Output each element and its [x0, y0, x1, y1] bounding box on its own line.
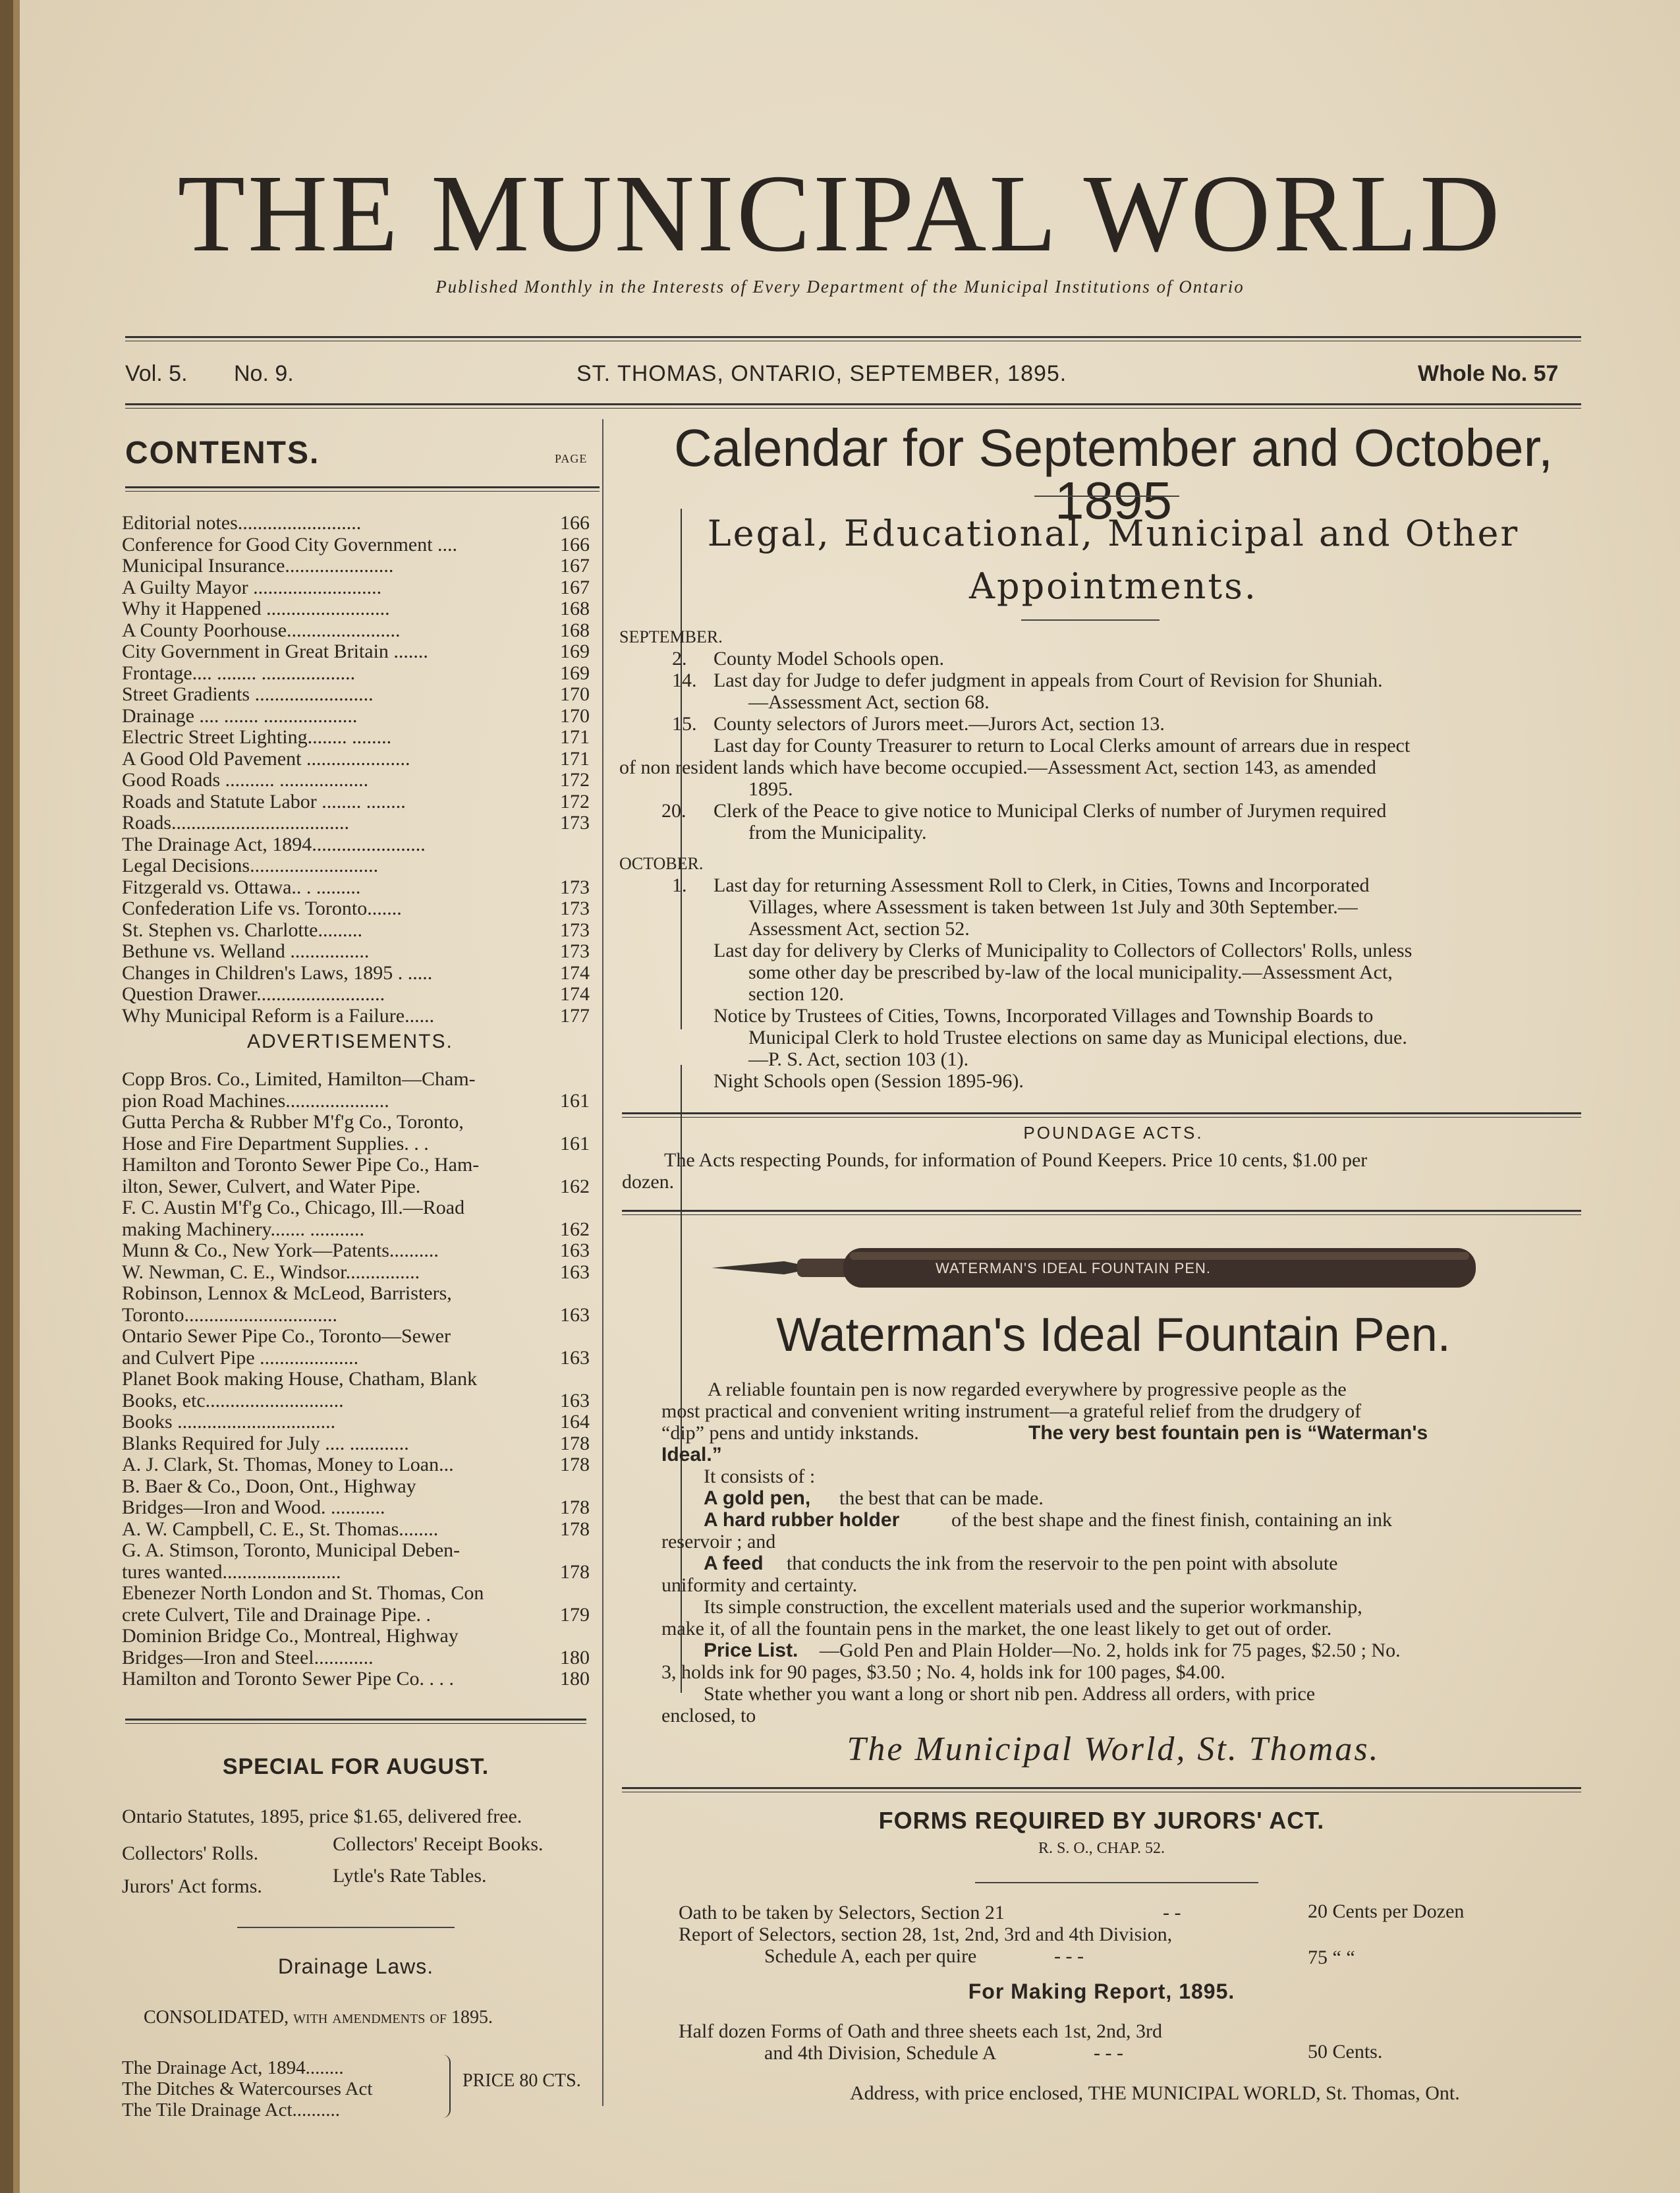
contents-item-title: A Guilty Mayor ..........................: [122, 576, 382, 598]
contents-item-page: 173: [560, 876, 590, 898]
waterman-feed-bold: A feed: [704, 1552, 764, 1574]
contents-item-page: 168: [560, 598, 590, 619]
binding-edge-inner: [13, 0, 20, 2193]
contents-item: [122, 984, 596, 1005]
contents-item-page: 169: [560, 662, 590, 684]
advertisement-line: [122, 1476, 596, 1497]
jurors-half-price: 50 Cents.: [1308, 2041, 1383, 2063]
advertisement-page: 162: [560, 1175, 590, 1197]
advertisement-page: 163: [560, 1389, 590, 1411]
contents-item: [122, 706, 596, 727]
advertisement-page: 163: [560, 1346, 590, 1369]
advertisements-list: [122, 1069, 596, 1695]
advertisement-text: Toronto...............................: [122, 1303, 338, 1326]
waterman-end-rule: [622, 1787, 1581, 1792]
advertisement-line: [122, 1605, 596, 1626]
advertisement-line: [122, 1348, 596, 1369]
waterman-holder-bold: A hard rubber holder: [704, 1509, 900, 1531]
oct-cont1-1: Villages, where Assessment is taken between 1st July and 30th September.—: [748, 896, 1358, 918]
contents-item: [122, 641, 596, 662]
advertisement-text: Bridges—Iron and Steel............: [122, 1646, 374, 1668]
contents-item-title: Why it Happened .........................: [122, 598, 390, 619]
header-rule-bottom: [125, 403, 1581, 409]
contents-item-page: 171: [560, 726, 590, 748]
advertisement-page: 163: [560, 1261, 590, 1283]
contents-item-title: Editorial notes.........................: [122, 512, 362, 534]
contents-item: [122, 534, 596, 555]
contents-list: [122, 513, 596, 1040]
contents-item-title: Confederation Life vs. Toronto.......: [122, 897, 402, 919]
contents-item-title: Fitzgerald vs. Ottawa.. . .........: [122, 876, 361, 898]
issue-number: No. 9.: [234, 361, 294, 386]
sep-cont-2: —Assessment Act, section 68.: [748, 691, 990, 713]
fountain-pen-illustration: [712, 1239, 1476, 1292]
poundage-end-rule: [622, 1210, 1581, 1215]
contents-item-page: 167: [560, 555, 590, 577]
contents-item: [122, 920, 596, 941]
contents-item-title: Bethune vs. Welland ................: [122, 940, 370, 962]
advertisement-text: Dominion Bridge Co., Montreal, Highway: [122, 1625, 459, 1647]
advertisement-line: [122, 1519, 596, 1540]
contents-item-title: City Government in Great Britain .......: [122, 641, 428, 662]
advertisement-text: F. C. Austin M'f'g Co., Chicago, Ill.—Road: [122, 1197, 465, 1218]
contents-item: [122, 1006, 596, 1027]
jurors-title: FORMS REQUIRED BY JURORS' ACT.: [878, 1807, 1325, 1834]
jurors-oath-price: 20 Cents per Dozen: [1308, 1900, 1465, 1922]
waterman-gold-bold: A gold pen,: [704, 1487, 811, 1509]
advertisement-page: 180: [560, 1646, 590, 1668]
advertisement-line: [122, 1626, 596, 1647]
waterman-feed-text: that conducts the ink from the reservoir to the pen point with absolute: [787, 1552, 1338, 1574]
drainage-act-3: The Tile Drainage Act..........: [122, 2099, 341, 2121]
special-rule: [237, 1927, 455, 1928]
calendar-subtitle-1: Legal, Educational, Municipal and Other: [707, 513, 1520, 554]
calendar-subtitle-2: Appointments.: [969, 565, 1258, 607]
advertisement-page: 162: [560, 1218, 590, 1240]
calendar-rule: [1034, 496, 1179, 497]
contents-item-page: 166: [560, 533, 590, 555]
advertisement-line: [122, 1369, 596, 1390]
drainage-act-1: The Drainage Act, 1894........: [122, 2057, 344, 2078]
contents-item-page: 173: [560, 897, 590, 919]
contents-item-page: 171: [560, 747, 590, 770]
poundage-line-2: dozen.: [622, 1171, 675, 1193]
advertisement-text: Gutta Percha & Rubber M'f'g Co., Toronto,: [122, 1111, 464, 1133]
oct-text-2: Last day for delivery by Clerks of Municipality to Collectors of Collectors' Rolls, unless: [714, 940, 1413, 961]
advertisement-line: [122, 1262, 596, 1283]
pen-highlight: [850, 1252, 1469, 1260]
contents-title: CONTENTS.: [125, 436, 320, 470]
contents-item: [122, 812, 596, 834]
waterman-state-2: enclosed, to: [661, 1705, 756, 1726]
waterman-p1-ideal: Ideal.”: [661, 1444, 722, 1466]
contents-item-title: Legal Decisions..........................: [122, 855, 379, 876]
contents-item: [122, 941, 596, 962]
contents-rule: [125, 486, 600, 492]
oct-text-3: Notice by Trustees of Cities, Towns, Incorporated Villages and Township Boards to: [714, 1005, 1374, 1027]
calendar-title: Calendar for September and October, 1895: [673, 418, 1554, 530]
contents-item-page: 167: [560, 576, 590, 598]
advertisement-line: [122, 1647, 596, 1668]
oct-cont2-3: —P. S. Act, section 103 (1).: [748, 1048, 969, 1070]
advertisement-page: 178: [560, 1496, 590, 1518]
poundage-title: POUNDAGE ACTS.: [1023, 1123, 1204, 1143]
advertisement-text: Hose and Fire Department Supplies. . .: [122, 1132, 429, 1154]
advertisement-text: Robinson, Lennox & McLeod, Barristers,: [122, 1282, 452, 1304]
sep-full-4: of non resident lands which have become occupied.—Assessment Act, section 143, as amended: [619, 756, 1376, 778]
waterman-price-bold: Price List.: [704, 1639, 798, 1661]
contents-item: [122, 963, 596, 984]
advertisement-line: [122, 1411, 596, 1433]
contents-item-page: 174: [560, 983, 590, 1005]
contents-item: [122, 513, 596, 534]
drainage-act-2: The Ditches & Watercourses Act: [122, 2078, 373, 2099]
advertisement-page: 180: [560, 1668, 590, 1690]
advertisement-text: Hamilton and Toronto Sewer Pipe Co., Ham-: [122, 1154, 480, 1176]
advertisement-page: 178: [560, 1432, 590, 1454]
advertisement-text: G. A. Stimson, Toronto, Municipal Deben-: [122, 1539, 461, 1561]
contents-item-title: Municipal Insurance......................: [122, 555, 394, 577]
advertisement-line: [122, 1154, 596, 1176]
contents-item: [122, 684, 596, 705]
advertisement-text: making Machinery....... ...........: [122, 1218, 364, 1240]
jurors-address-b: THE MUNICIPAL WORLD,: [1088, 2082, 1321, 2104]
advertisement-line: [122, 1112, 596, 1133]
jurors-half-2: and 4th Division, Schedule A: [764, 2042, 997, 2064]
advertisement-text: ilton, Sewer, Culvert, and Water Pipe.: [122, 1175, 421, 1197]
jurors-oath-dash: - -: [1163, 1902, 1181, 1923]
advertisement-text: Bridges—Iron and Wood. ...........: [122, 1496, 385, 1518]
calendar-end-rule: [622, 1112, 1581, 1118]
advertisement-page: 178: [560, 1518, 590, 1540]
drainage-title: Drainage Laws.: [277, 1954, 434, 1978]
waterman-title: Waterman's Ideal Fountain Pen.: [776, 1309, 1451, 1361]
contents-item-page: 166: [560, 512, 590, 534]
jurors-making-report: For Making Report, 1895.: [968, 1979, 1235, 2003]
contents-item-page: 173: [560, 919, 590, 941]
waterman-p1-best: The very best fountain pen is “Waterman's: [1028, 1422, 1428, 1444]
advertisement-page: 178: [560, 1454, 590, 1475]
advertisement-text: Blanks Required for July .... ............: [122, 1432, 409, 1454]
contents-item: [122, 855, 596, 876]
contents-item-page: 170: [560, 704, 590, 727]
jurors-report-1: Report of Selectors, section 28, 1st, 2nd, 3rd and 4th Division,: [679, 1923, 1173, 1945]
advertisement-text: Books ................................: [122, 1411, 336, 1433]
contents-item-title: A Good Old Pavement .....................: [122, 747, 410, 770]
pen-nib: [712, 1261, 804, 1274]
oct-num-1: 1.: [672, 874, 687, 896]
sep-num-1: 2.: [672, 648, 687, 669]
waterman-body: [661, 1379, 1584, 1726]
advertisement-text: Hamilton and Toronto Sewer Pipe Co. . . .: [122, 1668, 454, 1690]
contents-item-page: 173: [560, 940, 590, 962]
contents-item-title: Street Gradients ........................: [122, 683, 374, 705]
advertisement-text: A. W. Campbell, C. E., St. Thomas........: [122, 1518, 439, 1540]
binding-edge: [0, 0, 13, 2193]
contents-item-page: 177: [560, 1004, 590, 1027]
advertisement-text: Copp Bros. Co., Limited, Hamilton—Cham-: [122, 1068, 476, 1090]
sep-text-3: County selectors of Jurors meet.—Jurors Act, section 13.: [714, 713, 1165, 735]
advertisement-line: [122, 1326, 596, 1347]
jurors-address-c: St. Thomas, Ont.: [1326, 2082, 1460, 2104]
advertisement-line: [122, 1069, 596, 1090]
waterman-signature: The Municipal World, St. Thomas.: [847, 1730, 1380, 1768]
volume: Vol. 5.: [125, 361, 188, 386]
special-title: SPECIAL FOR AUGUST.: [222, 1754, 490, 1779]
special-jurors-forms: Jurors' Act forms.: [122, 1875, 262, 1897]
oct-cont2-2: section 120.: [748, 983, 844, 1005]
sep-text-5: Clerk of the Peace to give notice to Municipal Clerks of number of Jurymen required: [714, 800, 1387, 822]
sep-num-5: 20.: [661, 800, 686, 822]
sep-cont-5: from the Municipality.: [748, 822, 927, 843]
sep-text-1: County Model Schools open.: [714, 648, 944, 669]
advertisement-text: Planet Book making House, Chatham, Blank: [122, 1368, 478, 1390]
waterman-simple-2: make it, of all the fountain pens in the market, the one least likely to get out of order.: [661, 1618, 1332, 1639]
whole-number: Whole No. 57: [1418, 361, 1559, 386]
advertisement-text: Munn & Co., New York—Patents..........: [122, 1239, 439, 1261]
oct-cont2-1: Assessment Act, section 52.: [748, 918, 970, 940]
advertisement-page: 164: [560, 1411, 590, 1433]
contents-item-page: 174: [560, 961, 590, 984]
contents-item-title: Why Municipal Reform is a Failure......: [122, 1004, 435, 1027]
poundage-line-1: The Acts respecting Pounds, for information of Pound Keepers. Price 10 cents, $1.00 per: [664, 1149, 1368, 1171]
advertisement-line: [122, 1197, 596, 1218]
advertisement-line: [122, 1540, 596, 1561]
oct-cont1-2: some other day be prescribed by-law of the local municipality.—Assessment Act,: [748, 961, 1393, 983]
contents-item-title: Drainage .... ....... ...................: [122, 704, 358, 727]
contents-item-title: Changes in Children's Laws, 1895 . .....: [122, 961, 433, 984]
contents-item-title: Frontage.... ........ ...................: [122, 662, 356, 684]
contents-item: [122, 598, 596, 619]
contents-item: [122, 770, 596, 791]
advertisement-page: 161: [560, 1132, 590, 1154]
drainage-price: PRICE 80 CTS.: [462, 2070, 581, 2091]
contents-item-page: 172: [560, 790, 590, 812]
oct-text-1: Last day for returning Assessment Roll to Clerk, in Cities, Towns and Incorporated: [714, 874, 1370, 896]
advertisement-line: [122, 1454, 596, 1475]
waterman-holder-text: of the best shape and the finest finish, containing an ink: [951, 1509, 1393, 1531]
advertisement-text: Books, etc............................: [122, 1389, 344, 1411]
advertisement-text: B. Baer & Co., Doon, Ont., Highway: [122, 1475, 416, 1497]
page-column-label: PAGE: [555, 452, 588, 465]
contents-item-page: 169: [560, 641, 590, 662]
waterman-state-1: State whether you want a long or short nib pen. Address all orders, with price: [704, 1683, 1316, 1705]
contents-item: [122, 620, 596, 641]
oct-text-4: Night Schools open (Session 1895-96).: [714, 1070, 1024, 1092]
contents-item-title: Roads and Statute Labor ........ ........: [122, 790, 406, 812]
october-heading: OCTOBER.: [619, 854, 704, 873]
pen-section: [797, 1259, 850, 1277]
contents-item: [122, 834, 596, 855]
column-divider: [602, 419, 603, 2106]
special-receipt-books: Collectors' Receipt Books.: [333, 1833, 544, 1855]
jurors-oath: Oath to be taken by Selectors, Section 21: [679, 1902, 1005, 1923]
advertisement-page: 161: [560, 1089, 590, 1112]
contents-item: [122, 577, 596, 598]
contents-item-title: Roads....................................: [122, 812, 349, 834]
advertisement-line: [122, 1219, 596, 1240]
special-statutes: Ontario Statutes, 1895, price $1.65, delivered free.: [122, 1806, 522, 1827]
masthead-title: THE MUNICIPAL WORLD: [177, 152, 1503, 275]
waterman-p1-l3: “dip” pens and untidy inkstands.: [661, 1422, 919, 1444]
advertisement-line: [122, 1433, 596, 1454]
advertisement-line: [122, 1390, 596, 1411]
waterman-price-text: —Gold Pen and Plain Holder—No. 2, holds ink for 75 pages, $2.50 ; No.: [820, 1639, 1401, 1661]
contents-item: [122, 727, 596, 748]
place-date: ST. THOMAS, ONTARIO, SEPTEMBER, 1895.: [576, 361, 1067, 386]
advertisement-text: Ontario Sewer Pipe Co., Toronto—Sewer: [122, 1325, 451, 1347]
advertisement-text: Ebenezer North London and St. Thomas, Con: [122, 1582, 484, 1604]
waterman-holder-text-2: reservoir ; and: [661, 1531, 776, 1552]
masthead-tagline: Published Monthly in the Interests of Every Department of the Municipal Institutions of Ontario: [435, 277, 1245, 297]
jurors-half-dash: - - -: [1094, 2042, 1123, 2064]
calendar-body: [619, 626, 1581, 1092]
advertisement-line: [122, 1497, 596, 1518]
contents-item: [122, 877, 596, 898]
special-rate-tables: Lytle's Rate Tables.: [333, 1865, 487, 1887]
jurors-report-2: Schedule A, each per quire: [764, 1945, 977, 1967]
advertisement-line: [122, 1305, 596, 1326]
contents-end-rule: [125, 1719, 586, 1724]
advertisements-heading: ADVERTISEMENTS.: [247, 1031, 453, 1052]
advertisement-line: [122, 1176, 596, 1197]
advertisement-page: 163: [560, 1303, 590, 1326]
jurors-rule: [975, 1882, 1258, 1883]
contents-item-page: 173: [560, 812, 590, 834]
september-heading: SEPTEMBER.: [619, 627, 723, 646]
advertisement-line: [122, 1091, 596, 1112]
jurors-address: [850, 2082, 1460, 2104]
contents-item-title: The Drainage Act, 1894.......................: [122, 833, 426, 855]
advertisement-text: pion Road Machines.....................: [122, 1089, 389, 1112]
waterman-consists: It consists of :: [704, 1466, 816, 1487]
waterman-simple-1: Its simple construction, the excellent materials used and the superior workmanship,: [704, 1596, 1362, 1618]
advertisement-text: crete Culvert, Tile and Drainage Pipe. .: [122, 1603, 432, 1626]
waterman-feed-text-2: uniformity and certainty.: [661, 1574, 858, 1596]
contents-item-title: A County Poorhouse.......................: [122, 619, 401, 641]
brace: [440, 2055, 451, 2118]
advertisement-line: [122, 1133, 596, 1154]
advertisement-page: 179: [560, 1603, 590, 1626]
contents-item: [122, 898, 596, 919]
advertisement-page: 163: [560, 1239, 590, 1261]
jurors-report-dash: - - -: [1054, 1945, 1084, 1967]
sep-num-3: 15.: [672, 713, 697, 735]
advertisement-line: [122, 1668, 596, 1690]
waterman-p1-l2: most practical and convenient writing instrument—a grateful relief from the drudgery of: [661, 1400, 1362, 1422]
advertisement-text: tures wanted........................: [122, 1560, 341, 1583]
advertisement-text: A. J. Clark, St. Thomas, Money to Loan...: [122, 1454, 454, 1475]
pen-label: WATERMAN'S IDEAL FOUNTAIN PEN.: [936, 1260, 1212, 1276]
contents-item-title: Electric Street Lighting........ ........: [122, 726, 392, 748]
jurors-report-price: 75 “ “: [1308, 1947, 1355, 1968]
header-rule-top: [125, 336, 1581, 341]
contents-item-page: 170: [560, 683, 590, 705]
advertisement-text: and Culvert Pipe ....................: [122, 1346, 359, 1369]
special-collectors-rolls: Collectors' Rolls.: [122, 1842, 259, 1864]
contents-item-page: 168: [560, 619, 590, 641]
jurors-subtitle: R. S. O., CHAP. 52.: [1038, 1840, 1165, 1857]
sep-cont-4: 1895.: [748, 778, 793, 800]
sep-num-2: 14.: [672, 669, 697, 691]
waterman-gold-text: the best that can be made.: [839, 1487, 1044, 1509]
contents-item-title: Question Drawer..........................: [122, 983, 385, 1005]
contents-item: [122, 555, 596, 577]
contents-item-title: Good Roads .......... ..................: [122, 769, 369, 791]
contents-item-page: 172: [560, 769, 590, 791]
sep-text-2: Last day for Judge to defer judgment in appeals from Court of Revision for Shuniah.: [714, 669, 1383, 691]
advertisement-text: W. Newman, C. E., Windsor...............: [122, 1261, 420, 1283]
contents-item-title: Conference for Good City Government ....: [122, 533, 458, 555]
jurors-address-a: Address, with price enclosed,: [850, 2082, 1084, 2104]
oct-cont1-3: Municipal Clerk to hold Trustee elections on same day as Municipal elections, due.: [748, 1027, 1407, 1048]
advertisement-line: [122, 1583, 596, 1604]
jurors-half-1: Half dozen Forms of Oath and three sheets each 1st, 2nd, 3rd: [679, 2020, 1162, 2042]
sep-text-4: Last day for County Treasurer to return to Local Clerks amount of arrears due in respect: [714, 735, 1411, 756]
advertisement-line: [122, 1283, 596, 1304]
waterman-p1-l1: A reliable fountain pen is now regarded everywhere by progressive people as the: [708, 1379, 1347, 1400]
contents-item: [122, 663, 596, 684]
contents-item: [122, 749, 596, 770]
contents-item: [122, 791, 596, 812]
advertisement-page: 178: [560, 1560, 590, 1583]
drainage-acts: [122, 2057, 372, 2121]
advertisement-line: [122, 1240, 596, 1261]
drainage-consolidated: CONSOLIDATED, with amendments of 1895.: [144, 2007, 493, 2028]
contents-item-title: St. Stephen vs. Charlotte.........: [122, 919, 362, 941]
waterman-price-text-2: 3, holds ink for 90 pages, $3.50 ; No. 4, holds ink for 100 pages, $4.00.: [661, 1661, 1225, 1683]
calendar-subrule: [1021, 619, 1160, 621]
advertisement-line: [122, 1562, 596, 1583]
